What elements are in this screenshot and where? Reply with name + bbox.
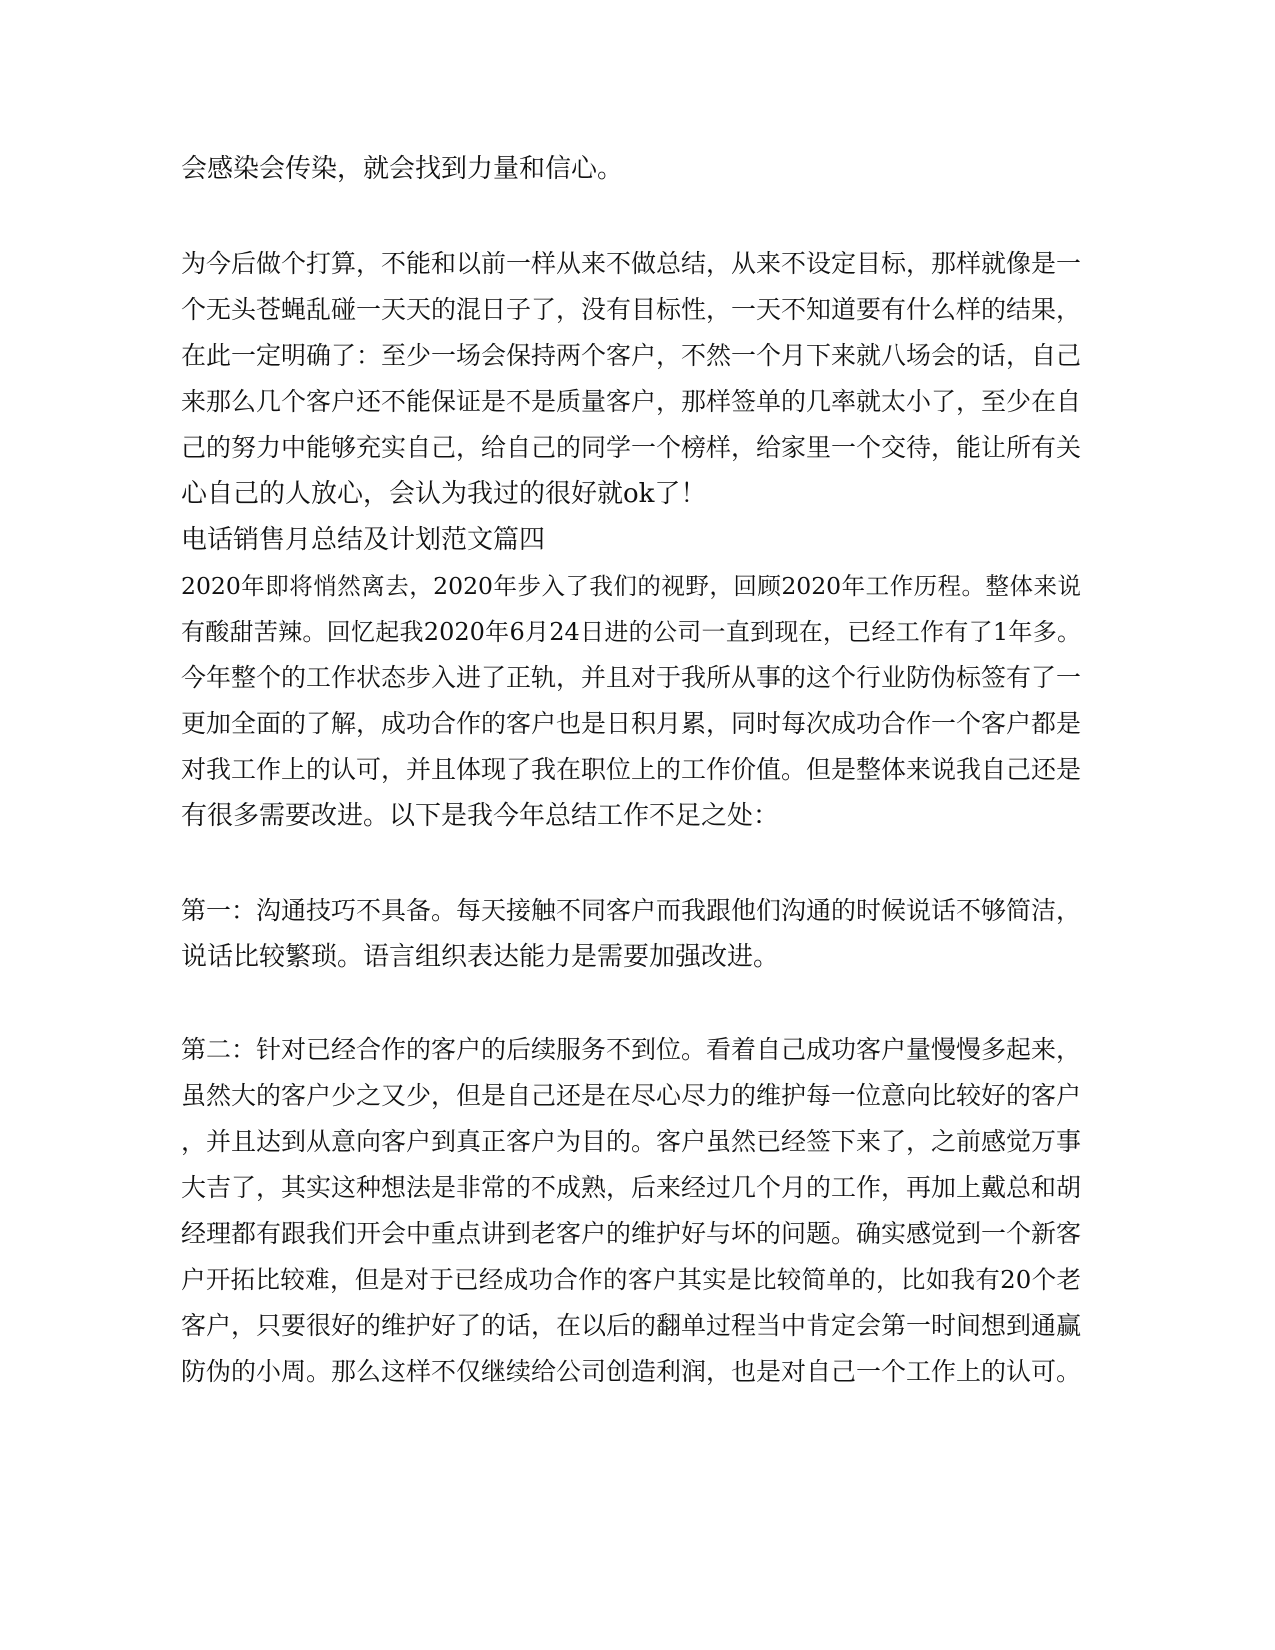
text-line-1: 会感染会传染，就会找到力量和信心。 xyxy=(181,154,624,184)
text-line-15: 第一：沟通技巧不具备。每天接触不同客户而我跟他们沟通的时候说话不够简洁， xyxy=(181,896,1082,925)
text-line-18: 虽然大的客户少之又少，但是自己还是在尽心尽力的维护每一位意向比较好的客户 xyxy=(181,1081,1082,1110)
section-heading: 电话销售月总结及计划范文篇四 xyxy=(181,525,546,555)
text-line-13: 对我工作上的认可，并且体现了我在职位上的工作价值。但是整体来说我自己还是 xyxy=(181,755,1082,784)
text-line-20: 大吉了，其实这种想法是非常的不成熟，后来经过几个月的工作，再加上戴总和胡 xyxy=(181,1173,1082,1202)
text-line-3: 个无头苍蝇乱碰一天天的混日子了，没有目标性，一天不知道要有什么样的结果， xyxy=(181,295,1082,324)
text-line-23: 客户，只要很好的维护好了的话，在以后的翻单过程当中肯定会第一时间想到通赢 xyxy=(181,1311,1082,1340)
text-line-4: 在此一定明确了：至少一场会保持两个客户，不然一个月下来就八场会的话，自己 xyxy=(181,341,1082,370)
text-line-14: 有很多需要改进。以下是我今年总结工作不足之处： xyxy=(181,801,780,831)
text-line-19: ，并且达到从意向客户到真正客户为目的。客户虽然已经签下来了，之前感觉万事 xyxy=(181,1127,1082,1156)
text-line-10: 有酸甜苦辣。回忆起我2020年6月24日进的公司一直到现在，已经工作有了1年多。 xyxy=(181,618,1081,646)
text-line-16: 说话比较繁琐。语言组织表达能力是需要加强改进。 xyxy=(181,942,780,972)
text-line-7: 心自己的人放心，会认为我过的很好就ok了！ xyxy=(181,479,707,509)
text-line-5: 来那么几个客户还不能保证是不是质量客户，那样签单的几率就太小了，至少在自 xyxy=(181,387,1082,416)
text-line-9: 2020年即将悄然离去，2020年步入了我们的视野，回顾2020年工作历程。整体来说 xyxy=(181,572,1081,600)
text-line-21: 经理都有跟我们开会中重点讲到老客户的维护好与坏的问题。确实感觉到一个新客 xyxy=(181,1219,1082,1248)
text-line-2: 为今后做个打算，不能和以前一样从来不做总结，从来不设定目标，那样就像是一 xyxy=(181,249,1082,278)
text-line-24: 防伪的小周。那么这样不仅继续给公司创造利润，也是对自己一个工作上的认可。 xyxy=(181,1357,1082,1386)
text-line-11: 今年整个的工作状态步入进了正轨，并且对于我所从事的这个行业防伪标签有了一 xyxy=(181,663,1082,692)
text-line-12: 更加全面的了解，成功合作的客户也是日积月累，同时每次成功合作一个客户都是 xyxy=(181,709,1082,738)
text-line-17: 第二：针对已经合作的客户的后续服务不到位。看着自己成功客户量慢慢多起来， xyxy=(181,1035,1082,1064)
text-line-22: 户开拓比较难，但是对于已经成功合作的客户其实是比较简单的，比如我有20个老 xyxy=(181,1265,1081,1294)
text-line-6: 己的努力中能够充实自己，给自己的同学一个榜样，给家里一个交待，能让所有关 xyxy=(181,433,1082,462)
